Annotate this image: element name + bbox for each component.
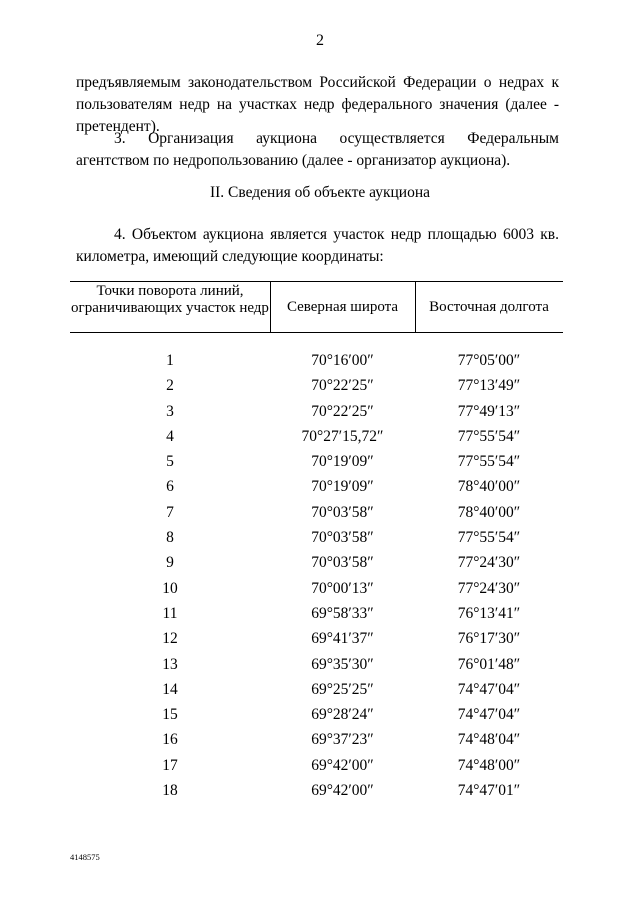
table-row bbox=[70, 656, 563, 681]
longitude-cell: 74°47′04″ bbox=[457, 680, 521, 698]
longitude-cell: 74°47′04″ bbox=[457, 706, 521, 724]
point-number: 14 bbox=[162, 680, 178, 698]
longitude-cell: 77°05′00″ bbox=[457, 352, 521, 369]
table-row bbox=[70, 403, 563, 428]
latitude-cell: 69°25′25″ bbox=[311, 680, 374, 698]
point-number: 3 bbox=[166, 402, 174, 420]
table-row bbox=[70, 706, 563, 731]
point-number: 17 bbox=[162, 756, 178, 774]
point-number: 12 bbox=[162, 630, 178, 648]
table-row bbox=[70, 377, 563, 402]
point-number: 15 bbox=[162, 706, 178, 724]
paragraph-pretender: предъявляемым законодательством Российской Федерации о недрах к пользователям недр на участках недр федерального значения (далее - претендент). bbox=[76, 74, 559, 135]
latitude-cell: 69°41′37″ bbox=[311, 630, 374, 648]
point-number: 8 bbox=[166, 529, 174, 547]
point-number: 5 bbox=[166, 453, 174, 471]
point-number: 16 bbox=[162, 731, 178, 749]
table-row bbox=[70, 630, 563, 655]
latitude-cell: 69°58′33″ bbox=[311, 604, 374, 622]
point-number: 1 bbox=[166, 352, 174, 369]
latitude-cell: 70°16′00″ bbox=[311, 352, 374, 369]
point-number: 2 bbox=[166, 377, 174, 395]
table-row bbox=[70, 554, 563, 579]
point-number: 18 bbox=[162, 782, 178, 800]
section-heading: II. Сведения об объекте аукциона bbox=[209, 184, 431, 201]
latitude-cell: 70°03′58″ bbox=[311, 554, 374, 572]
latitude-cell: 70°22′25″ bbox=[311, 402, 374, 420]
longitude-cell: 77°55′54″ bbox=[457, 427, 521, 445]
longitude-cell: 77°55′54″ bbox=[457, 529, 521, 547]
latitude-cell: 70°19′09″ bbox=[311, 478, 374, 496]
table-row bbox=[70, 504, 563, 529]
point-number: 10 bbox=[162, 579, 178, 597]
point-number: 13 bbox=[162, 655, 178, 673]
table-row bbox=[70, 681, 563, 706]
latitude-cell: 70°00′13″ bbox=[311, 579, 374, 597]
longitude-cell: 76°13′41″ bbox=[457, 604, 521, 622]
table-row bbox=[70, 580, 563, 605]
latitude-cell: 70°19′09″ bbox=[311, 453, 374, 471]
page-number: 2 bbox=[316, 32, 324, 49]
longitude-cell: 77°24′30″ bbox=[457, 554, 521, 572]
table-row bbox=[70, 428, 563, 453]
table-row bbox=[70, 453, 563, 478]
table-row bbox=[70, 731, 563, 756]
table-row bbox=[70, 352, 563, 377]
table-row bbox=[70, 478, 563, 503]
latitude-cell: 70°27′15,72″ bbox=[301, 427, 384, 445]
table-row bbox=[70, 757, 563, 782]
point-number: 7 bbox=[166, 503, 174, 521]
header-longitude: Восточная долгота bbox=[429, 299, 549, 315]
longitude-cell: 78°40′00″ bbox=[457, 503, 521, 521]
point-number: 9 bbox=[166, 554, 174, 572]
point-number: 4 bbox=[166, 427, 174, 445]
table-row bbox=[70, 529, 563, 554]
latitude-cell: 69°37′23″ bbox=[311, 731, 374, 749]
latitude-cell: 70°03′58″ bbox=[311, 503, 374, 521]
paragraph-object: 4. Объектом аукциона является участок недр площадью 6003 кв. километра, имеющий следующие координаты: bbox=[76, 226, 559, 265]
latitude-cell: 69°42′00″ bbox=[311, 782, 374, 800]
table-header-rule bbox=[70, 332, 563, 333]
point-number: 6 bbox=[166, 478, 174, 496]
longitude-cell: 77°49′13″ bbox=[457, 402, 521, 420]
longitude-cell: 74°48′00″ bbox=[457, 756, 521, 774]
document-code: 4148575 bbox=[70, 852, 100, 862]
longitude-cell: 77°24′30″ bbox=[457, 579, 521, 597]
table-row bbox=[70, 782, 563, 807]
longitude-cell: 77°13′49″ bbox=[457, 377, 521, 395]
latitude-cell: 70°03′58″ bbox=[311, 529, 374, 547]
header-latitude: Северная широта bbox=[286, 299, 399, 315]
header-points: Точки поворота линий, ограничивающих участок недр bbox=[71, 283, 269, 316]
longitude-cell: 78°40′00″ bbox=[457, 478, 521, 496]
paragraph-organizer: 3. Организация аукциона осуществляется Федеральным агентством по недропользованию (далее - организатор аукциона). bbox=[76, 130, 559, 169]
longitude-cell: 76°17′30″ bbox=[457, 630, 521, 648]
longitude-cell: 74°48′04″ bbox=[457, 731, 521, 749]
latitude-cell: 69°28′24″ bbox=[311, 706, 374, 724]
longitude-cell: 74°47′01″ bbox=[457, 782, 521, 800]
point-number: 11 bbox=[162, 604, 178, 622]
latitude-cell: 69°42′00″ bbox=[311, 756, 374, 774]
latitude-cell: 70°22′25″ bbox=[311, 377, 374, 395]
longitude-cell: 76°01′48″ bbox=[457, 655, 521, 673]
latitude-cell: 69°35′30″ bbox=[311, 655, 374, 673]
table-body bbox=[70, 352, 563, 807]
longitude-cell: 77°55′54″ bbox=[457, 453, 521, 471]
table-row bbox=[70, 605, 563, 630]
table-top-rule bbox=[70, 281, 563, 282]
